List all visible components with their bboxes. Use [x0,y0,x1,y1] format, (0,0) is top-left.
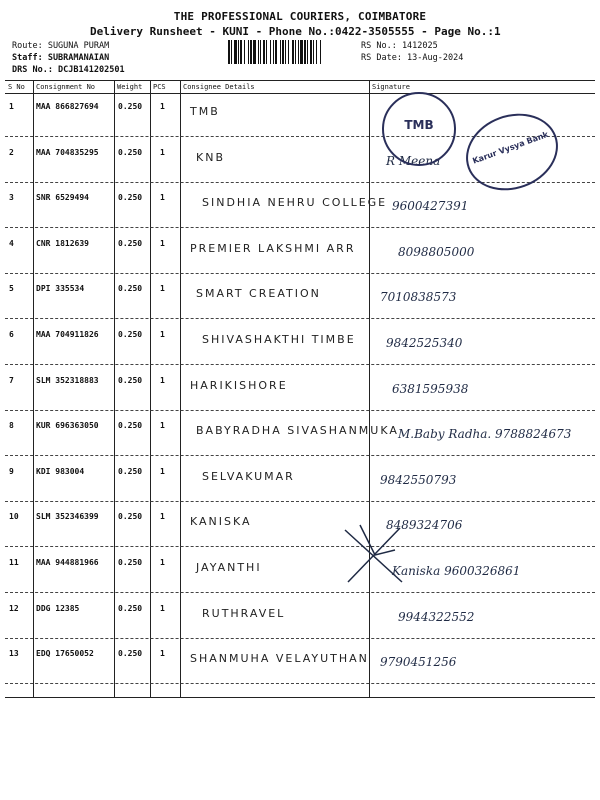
column-divider [33,80,34,697]
row-consignee-handwritten: PREMIER LAKSHMI ARR [190,242,356,255]
row-consignee-handwritten: RUTHRAVEL [202,607,286,620]
row-separator [5,592,595,593]
row-consignee-handwritten: SHIVASHAKTHI TIMBE [202,333,356,346]
row-consignment-no: CNR 1812639 [36,239,89,248]
row-sno: 4 [9,239,14,248]
row-separator [5,410,595,411]
row-pcs: 1 [160,284,165,293]
row-weight: 0.250 [118,649,143,658]
column-divider [114,80,115,697]
row-consignment-no: DDG 12385 [36,604,80,613]
row-pcs: 1 [160,102,165,111]
row-weight: 0.250 [118,330,143,339]
row-pcs: 1 [160,512,165,521]
row-weight: 0.250 [118,604,143,613]
row-signature: 8098805000 [398,245,475,259]
row-consignee-handwritten: JAYANTHI [196,561,262,574]
row-consignee-handwritten: SHANMUHA VELAYUTHAN [190,652,369,665]
row-consignee-handwritten: KNB [196,151,225,164]
column-divider [180,80,181,697]
row-signature: 7010838573 [380,290,457,304]
row-pcs: 1 [160,421,165,430]
row-sno: 9 [9,467,14,476]
row-consignee-handwritten: KANISKA [190,515,252,528]
row-consignment-no: MAA 944881966 [36,558,99,567]
row-signature: Kaniska 9600326861 [392,564,521,578]
row-sno: 12 [9,604,19,613]
col-pcs-header: PCS [153,83,166,91]
row-consignee-handwritten: BABYRADHA SIVASHANMUKA [196,424,399,437]
row-pcs: 1 [160,649,165,658]
route-label: Route: SUGUNA PURAM [12,41,110,51]
rs-no-label: RS No.: 1412025 [361,41,438,51]
drs-label: DRS No.: DCJB141202501 [12,65,125,75]
row-sno: 2 [9,148,14,157]
row-weight: 0.250 [118,102,143,111]
row-separator [5,501,595,502]
row-sno: 10 [9,512,19,521]
row-consignment-no: SNR 6529494 [36,193,89,202]
row-signature: 8489324706 [386,518,463,532]
row-weight: 0.250 [118,558,143,567]
col-weight-header: Weight [117,83,143,91]
scribble-mark [340,520,410,590]
col-consignment-header: Consignment No [36,83,96,91]
company-title: THE PROFESSIONAL COURIERS, COIMBATORE [173,10,427,23]
table-header-border [5,93,595,94]
row-separator [5,546,595,547]
row-sno: 1 [9,102,14,111]
row-sno: 13 [9,649,19,658]
row-pcs: 1 [160,376,165,385]
row-signature: 9790451256 [380,655,457,669]
row-pcs: 1 [160,558,165,567]
row-pcs: 1 [160,604,165,613]
row-consignee-handwritten: HARIKISHORE [190,379,288,392]
row-pcs: 1 [160,148,165,157]
rs-date-label: RS Date: 13-Aug-2024 [361,53,464,63]
row-consignment-no: KDI 983004 [36,467,85,476]
barcode-bar [321,40,322,64]
row-weight: 0.250 [118,467,143,476]
row-consignment-no: SLM 352346399 [36,512,99,521]
row-consignee-handwritten: SELVAKUMAR [202,470,295,483]
col-sno-header: S No [8,83,25,91]
row-signature: 9842525340 [386,336,463,350]
row-weight: 0.250 [118,512,143,521]
row-sno: 7 [9,376,14,385]
row-pcs: 1 [160,193,165,202]
row-consignment-no: DPI 335534 [36,284,85,293]
row-consignment-no: MAA 704911826 [36,330,99,339]
row-sno: 5 [9,284,14,293]
row-consignment-no: KUR 696363050 [36,421,99,430]
row-consignment-no: SLM 352318883 [36,376,99,385]
row-separator [5,364,595,365]
barcode [228,40,354,64]
row-weight: 0.250 [118,376,143,385]
stamp-text: TMB [404,118,434,132]
row-separator [5,683,595,684]
row-signature: M.Baby Radha. 9788824673 [398,427,572,441]
row-signature: 9944322552 [398,610,475,624]
row-separator [5,455,595,456]
row-sno: 8 [9,421,14,430]
col-signature-header: Signature [372,83,410,91]
row-consignee-handwritten: SMART CREATION [196,287,321,300]
row-consignee-handwritten: TMB [190,105,220,118]
row-consignment-no: MAA 704835295 [36,148,99,157]
row-weight: 0.250 [118,284,143,293]
row-sno: 11 [9,558,19,567]
tmb-bank-stamp [382,92,456,166]
row-separator [5,227,595,228]
stamp-text: Karur Vysya Bank [471,129,550,166]
row-signature: R Meena [386,154,441,168]
row-pcs: 1 [160,467,165,476]
column-divider [150,80,151,697]
row-pcs: 1 [160,239,165,248]
row-signature: 9842550793 [380,473,457,487]
table-bottom-border [5,697,595,698]
row-separator [5,318,595,319]
row-weight: 0.250 [118,421,143,430]
row-weight: 0.250 [118,148,143,157]
row-sno: 6 [9,330,14,339]
row-weight: 0.250 [118,239,143,248]
row-consignee-handwritten: SINDHIA NEHRU COLLEGE [202,196,388,209]
kvb-bank-stamp [455,101,569,203]
row-separator [5,273,595,274]
column-divider [369,80,370,697]
row-signature: 9600427391 [392,199,469,213]
table-top-border [5,80,595,81]
row-weight: 0.250 [118,193,143,202]
col-consignee-header: Consignee Details [183,83,255,91]
row-pcs: 1 [160,330,165,339]
runsheet-title: Delivery Runsheet - KUNI - Phone No.:0422-3505555 - Page No.:1 [90,25,501,38]
row-consignment-no: MAA 866827694 [36,102,99,111]
staff-label: Staff: SUBRAMANAIAN [12,53,110,63]
row-signature: 6381595938 [392,382,469,396]
row-consignment-no: EDQ 17650052 [36,649,94,658]
row-separator [5,638,595,639]
row-sno: 3 [9,193,14,202]
